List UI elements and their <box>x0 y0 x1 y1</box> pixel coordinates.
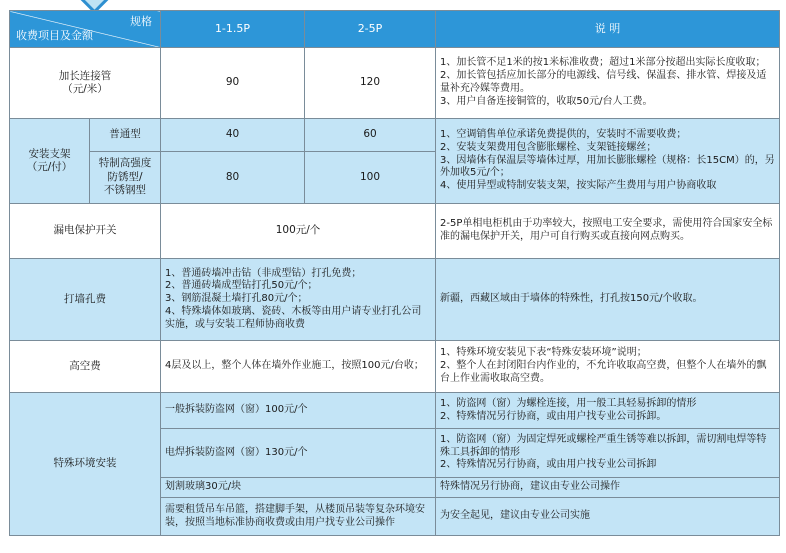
table-header-row <box>10 11 780 48</box>
bracket-sub2-label: 特制高强度 防锈型/ 不锈钢型 <box>90 152 161 204</box>
header-spec-label: 规格 <box>130 14 152 28</box>
high-value: 4层及以上，整个人体在墙外作业施工，按照100元/台收； <box>161 341 436 393</box>
header-diagonal-cell <box>10 11 161 48</box>
bracket-note: 1、空调销售单位承诺免费提供的，安装时不需要收费； 2、安装支架费用包含膨胀螺栓、支架链接螺丝； 3、因墙体有保温层等墙体过厚，用加长膨胀螺栓（规格：长15CM）的，另外加收5元/个； 4、使用异型或特制安装支架，按实际产生费用与用户协商收取 <box>436 119 780 204</box>
bracket-sub2-value-2: 100 <box>305 152 436 204</box>
bracket-sub1-label: 普通型 <box>90 119 161 152</box>
special-item-3-value: 划割玻璃30元/块 <box>161 478 436 498</box>
table-row-high <box>10 341 780 393</box>
special-item-1-note: 1、防盗网（窗）为螺栓连接，用一般工具轻易拆卸的情形 2、特殊情况另行协商，或由用户找专业公司拆卸。 <box>436 393 780 429</box>
pipe-note: 1、加长管不足1米的按1米标准收费；超过1米部分按超出实际长度收取； 2、加长管包括应加长部分的电源线、信号线、保温套、排水管、焊接及适量补充冷媒等费用。 3、用户自备连接铜管的，收取50元/台人工费。 <box>436 48 780 119</box>
special-item-1-value: 一般拆装防盗网（窗）100元/个 <box>161 393 436 429</box>
pipe-label: 加长连接管 （元/米） <box>10 48 161 119</box>
hole-label: 打墙孔费 <box>10 259 161 341</box>
bracket-sub1-value-2: 60 <box>305 119 436 152</box>
pipe-value-2: 120 <box>305 48 436 119</box>
fee-table <box>9 10 780 536</box>
special-label: 特殊环境安装 <box>10 393 161 536</box>
leak-value: 100元/个 <box>161 204 436 259</box>
bracket-sub1-value-1: 40 <box>161 119 305 152</box>
bracket-sub2-value-1: 80 <box>161 152 305 204</box>
hole-note: 新疆，西藏区域由于墙体的特殊性，打孔按150元/个收取。 <box>436 259 780 341</box>
bracket-label: 安装支架 （元/付） <box>10 119 90 204</box>
hole-value: 1、普通砖墙冲击钻（非成型钻）打孔免费； 2、普通砖墙成型钻打孔50元/个； 3、钢筋混凝土墙打孔80元/个； 4、特殊墙体如玻璃、瓷砖、木板等由用户请专业打孔公司实施，或与安装工程师协商收费 <box>161 259 436 341</box>
table-row-pipe <box>10 48 780 119</box>
special-item-3-note: 特殊情况另行协商，建议由专业公司操作 <box>436 478 780 498</box>
leak-note: 2-5P单相电柜机由于功率较大，按照电工安全要求，需使用符合国家安全标准的漏电保护开关，用户可自行购买或直接向网点购买。 <box>436 204 780 259</box>
special-item-2-value: 电焊拆装防盗网（窗）130元/个 <box>161 429 436 478</box>
special-item-4-value: 需要租赁吊车吊篮，搭建脚手架，从楼顶吊装等复杂环境安装，按照当地标准协商收费或由用户找专业公司操作 <box>161 498 436 536</box>
high-label: 高空费 <box>10 341 161 393</box>
table-row-special-1 <box>10 393 780 429</box>
pipe-value-1: 90 <box>161 48 305 119</box>
special-item-4-note: 为安全起见，建议由专业公司实施 <box>436 498 780 536</box>
table-row-leak <box>10 204 780 259</box>
table-row-hole <box>10 259 780 341</box>
header-col-notes: 说 明 <box>436 11 780 48</box>
header-item-label: 收费项目及金额 <box>16 29 93 42</box>
special-item-2-note: 1、防盗网（窗）为固定焊死或螺栓严重生锈等难以拆卸，需切割电焊等特殊工具拆卸的情形 2、特殊情况另行协商，或由用户找专业公司拆卸 <box>436 429 780 478</box>
header-col-1-1.5p: 1-1.5P <box>161 11 305 48</box>
header-col-2-5p: 2-5P <box>305 11 436 48</box>
high-note: 1、特殊环境安装见下表“特殊安装环境”说明； 2、整个人在封闭阳台内作业的，不允许收取高空费，但整个人在墙外的飘台上作业需收取高空费。 <box>436 341 780 393</box>
table-row-bracket-normal <box>10 119 780 152</box>
leak-label: 漏电保护开关 <box>10 204 161 259</box>
